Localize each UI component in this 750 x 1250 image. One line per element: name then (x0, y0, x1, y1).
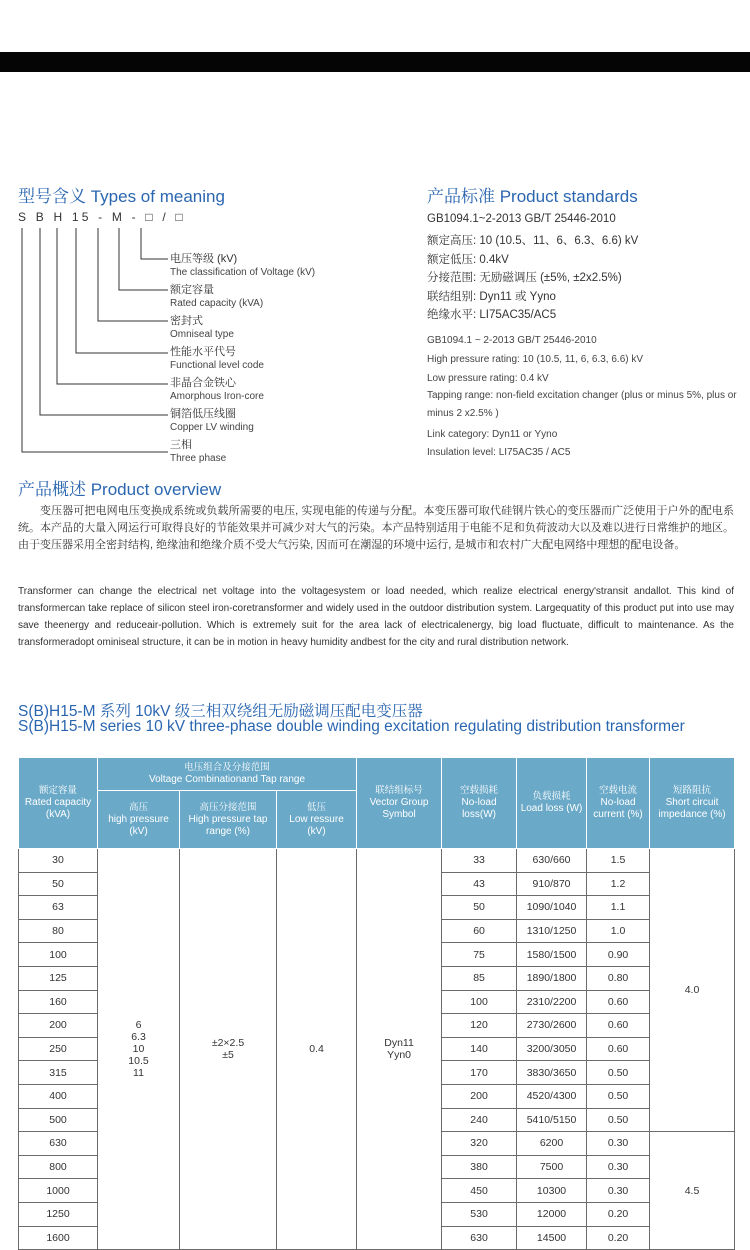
cell-no-load-current: 1.2 (587, 872, 650, 896)
standard-cn-line: 联结组别: Dyn11 或 Yyno (427, 291, 556, 303)
cell-no-load-loss: 530 (442, 1202, 517, 1226)
header-rated-capacity: 额定容量 Rated capacity (kVA) (19, 758, 98, 849)
cell-no-load-current: 1.0 (587, 919, 650, 943)
standard-en-line: Insulation level: LI75AC35 / AC5 (427, 447, 571, 458)
header-impedance: 短路阻抗 Short circuit impedance (%) (650, 758, 735, 849)
cell-capacity: 30 (19, 849, 98, 873)
cell-no-load-loss: 50 (442, 896, 517, 920)
cell-vector-group-merged (357, 849, 442, 1250)
cell-load-loss: 12000 (517, 1202, 587, 1226)
cell-no-load-loss: 450 (442, 1179, 517, 1203)
cell-capacity: 250 (19, 1037, 98, 1061)
cell-no-load-loss: 380 (442, 1155, 517, 1179)
product-standards-title: 产品标准 Product standards (427, 187, 638, 206)
header-low-voltage: 低压 Low ressure (kV) (277, 791, 357, 849)
overview-text-en: Transformer can change the electrical net voltage into the voltagesystem or load needed, which realize electrical energy'stransit andallot. This kind of transformercan take replace of silicon steel iron-coretransformer and widely used in the outdoor distribution system. Largequatity of this product put into use may save theenergy and reduceair-pollution. Which is extremely suit for the area lack of electricalenergy, big load fluctuate, difficult to maintenance. As the transformeradopt ominiseal structure, it can be in motion in heavy humidity andbest for the city and rural distribution network. (18, 586, 734, 648)
label-amorphous-core: 非晶合金铁心 Amorphous Iron-core (170, 377, 264, 402)
standard-cn-line: GB1094.1~2-2013 GB/T 25446-2010 (427, 213, 616, 225)
cell-no-load-loss: 120 (442, 1014, 517, 1038)
cell-no-load-current: 0.50 (587, 1108, 650, 1132)
cell-tap-range-merged (180, 849, 277, 1250)
cell-load-loss: 5410/5150 (517, 1108, 587, 1132)
cell-load-loss: 3200/3050 (517, 1037, 587, 1061)
hv-value: 6.3 (131, 1031, 146, 1044)
standard-cn-line: 分接范围: 无励磁调压 (±5%, ±2x2.5%) (427, 272, 622, 284)
cell-capacity: 1600 (19, 1226, 98, 1250)
cell-no-load-current: 0.80 (587, 966, 650, 990)
cell-load-loss: 1090/1040 (517, 896, 587, 920)
cell-capacity: 1250 (19, 1202, 98, 1226)
table-row (19, 849, 735, 873)
cell-load-loss: 3830/3650 (517, 1061, 587, 1085)
cell-impedance-group2: 4.5 (650, 1132, 735, 1250)
tap-value: ±2×2.5 (211, 1037, 245, 1050)
cell-load-loss: 630/660 (517, 849, 587, 873)
cell-no-load-current: 0.30 (587, 1179, 650, 1203)
cell-load-loss: 1580/1500 (517, 943, 587, 967)
standard-en-line: Low pressure rating: 0.4 kV (427, 373, 549, 384)
cell-capacity: 500 (19, 1108, 98, 1132)
cell-capacity: 63 (19, 896, 98, 920)
header-vector-group: 联结组标号 Vector Group Symbol (357, 758, 442, 849)
cell-load-loss: 1890/1800 (517, 966, 587, 990)
cell-no-load-loss: 240 (442, 1108, 517, 1132)
label-rated-capacity: 额定容量 Rated capacity (kVA) (170, 284, 264, 309)
cell-no-load-loss: 85 (442, 966, 517, 990)
cell-capacity: 50 (19, 872, 98, 896)
hv-value: 10.5 (128, 1055, 149, 1068)
header-no-load-current: 空载电流 No-load current (%) (587, 758, 650, 849)
table-title-en: S(B)H15-M series 10 kV three-phase double winding excitation regulating distribution transformer (18, 718, 685, 735)
hv-value: 10 (132, 1043, 145, 1056)
cell-no-load-loss: 60 (442, 919, 517, 943)
cell-capacity: 1000 (19, 1179, 98, 1203)
cell-no-load-loss: 170 (442, 1061, 517, 1085)
cell-load-loss: 4520/4300 (517, 1084, 587, 1108)
cell-capacity: 630 (19, 1132, 98, 1156)
cell-no-load-current: 1.1 (587, 896, 650, 920)
cell-high-voltage-merged (98, 849, 180, 1250)
cell-no-load-loss: 140 (442, 1037, 517, 1061)
cell-load-loss: 1310/1250 (517, 919, 587, 943)
cell-low-voltage-merged: 0.4 (277, 849, 357, 1250)
cell-no-load-current: 0.30 (587, 1155, 650, 1179)
vector-group-value: Dyn11 (384, 1037, 414, 1050)
cell-no-load-current: 0.60 (587, 1037, 650, 1061)
cell-no-load-current: 0.30 (587, 1132, 650, 1156)
cell-capacity: 400 (19, 1084, 98, 1108)
cell-impedance-group1: 4.0 (650, 849, 735, 1132)
standard-en-line: Link category: Dyn11 or Yyno (427, 429, 558, 440)
vector-group-value: Yyn0 (387, 1049, 411, 1062)
standard-en-line: High pressure rating: 10 (10.5, 11, 6, 6.3, 6.6) kV (427, 354, 644, 365)
cell-no-load-current: 0.20 (587, 1202, 650, 1226)
cell-no-load-loss: 75 (442, 943, 517, 967)
header-voltage-combination: 电压组合及分接范围 Voltage Combinationand Tap range (98, 758, 357, 791)
label-voltage-class: 电压等级 (kV) The classification of Voltage (kV) (170, 253, 316, 278)
label-omniseal: 密封式 Omniseal type (170, 315, 234, 340)
cell-no-load-current: 0.60 (587, 1014, 650, 1038)
standard-cn-line: 额定高压: 10 (10.5、11、6、6.3、6.6) kV (427, 235, 639, 247)
cell-no-load-loss: 33 (442, 849, 517, 873)
types-of-meaning-title: 型号含义 Types of meaning (18, 187, 225, 206)
header-high-voltage: 高压 high pressure (kV) (98, 791, 180, 849)
cell-load-loss: 2310/2200 (517, 990, 587, 1014)
label-copper-winding: 铜箔低压线圈 Copper LV winding (170, 408, 254, 433)
cell-no-load-current: 0.50 (587, 1084, 650, 1108)
model-code: S B H 15 - M - □ / □ (18, 210, 186, 224)
header-tap-range: 高压分接范围 High pressure tap range (%) (180, 791, 277, 849)
cell-capacity: 125 (19, 966, 98, 990)
product-overview-title: 产品概述 Product overview (18, 480, 222, 499)
cell-load-loss: 6200 (517, 1132, 587, 1156)
standard-cn-line: 额定低压: 0.4kV (427, 254, 509, 266)
tap-value: ±5 (222, 1049, 234, 1062)
cell-no-load-loss: 630 (442, 1226, 517, 1250)
cell-capacity: 160 (19, 990, 98, 1014)
cell-load-loss: 14500 (517, 1226, 587, 1250)
header-no-load-loss: 空载损耗 No-load loss(W) (442, 758, 517, 849)
cell-load-loss: 7500 (517, 1155, 587, 1179)
cell-no-load-current: 0.50 (587, 1061, 650, 1085)
cell-load-loss: 2730/2600 (517, 1014, 587, 1038)
cell-no-load-current: 0.60 (587, 990, 650, 1014)
hv-value: 11 (133, 1067, 144, 1080)
standard-cn-line: 绝缘水平: LI75AC35/AC5 (427, 309, 557, 321)
cell-capacity: 100 (19, 943, 98, 967)
cell-load-loss: 910/870 (517, 872, 587, 896)
cell-no-load-loss: 200 (442, 1084, 517, 1108)
cell-no-load-loss: 100 (442, 990, 517, 1014)
cell-load-loss: 10300 (517, 1179, 587, 1203)
table-title-cn: S(B)H15-M 系列 10kV 级三相双绕组无励磁调压配电变压器 (18, 703, 423, 720)
standard-en-line: GB1094.1 ~ 2-2013 GB/T 25446-2010 (427, 335, 597, 346)
cell-no-load-loss: 43 (442, 872, 517, 896)
label-three-phase: 三相 Three phase (170, 439, 227, 464)
spec-table (18, 757, 735, 1250)
cell-no-load-current: 0.90 (587, 943, 650, 967)
label-functional-level: 性能水平代号 Functional level code (170, 346, 264, 371)
cell-no-load-current: 1.5 (587, 849, 650, 873)
cell-capacity: 80 (19, 919, 98, 943)
header-load-loss: 负载损耗 Load loss (W) (517, 758, 587, 849)
overview-text-cn: 变压器可把电网电压变换成系统或负载所需要的电压, 实现电能的传递与分配。本变压器可取代硅钢片铁心的变压器而广泛使用于户外的配电系统。本产品的大量入网运行可取得良好的节能效果并可减少对大气的污染。本产品特别适用于电能不足和负荷波动大以及难以进行日常维护的地区。由于变压器采用全密封结构, 绝缘油和绝缘介质不受大气污染, 因而可在潮湿的环境中运行, 是城市和农村广大配电网络中理想的配电设备。 (18, 505, 734, 551)
cell-capacity: 315 (19, 1061, 98, 1085)
cell-capacity: 800 (19, 1155, 98, 1179)
cell-no-load-loss: 320 (442, 1132, 517, 1156)
standard-en-line: Tapping range: non-field excitation changer (plus or minus 5%, plus or minus 2 x2.5% ) (427, 390, 737, 419)
hv-value: 6 (135, 1019, 142, 1032)
cell-no-load-current: 0.20 (587, 1226, 650, 1250)
cell-capacity: 200 (19, 1014, 98, 1038)
